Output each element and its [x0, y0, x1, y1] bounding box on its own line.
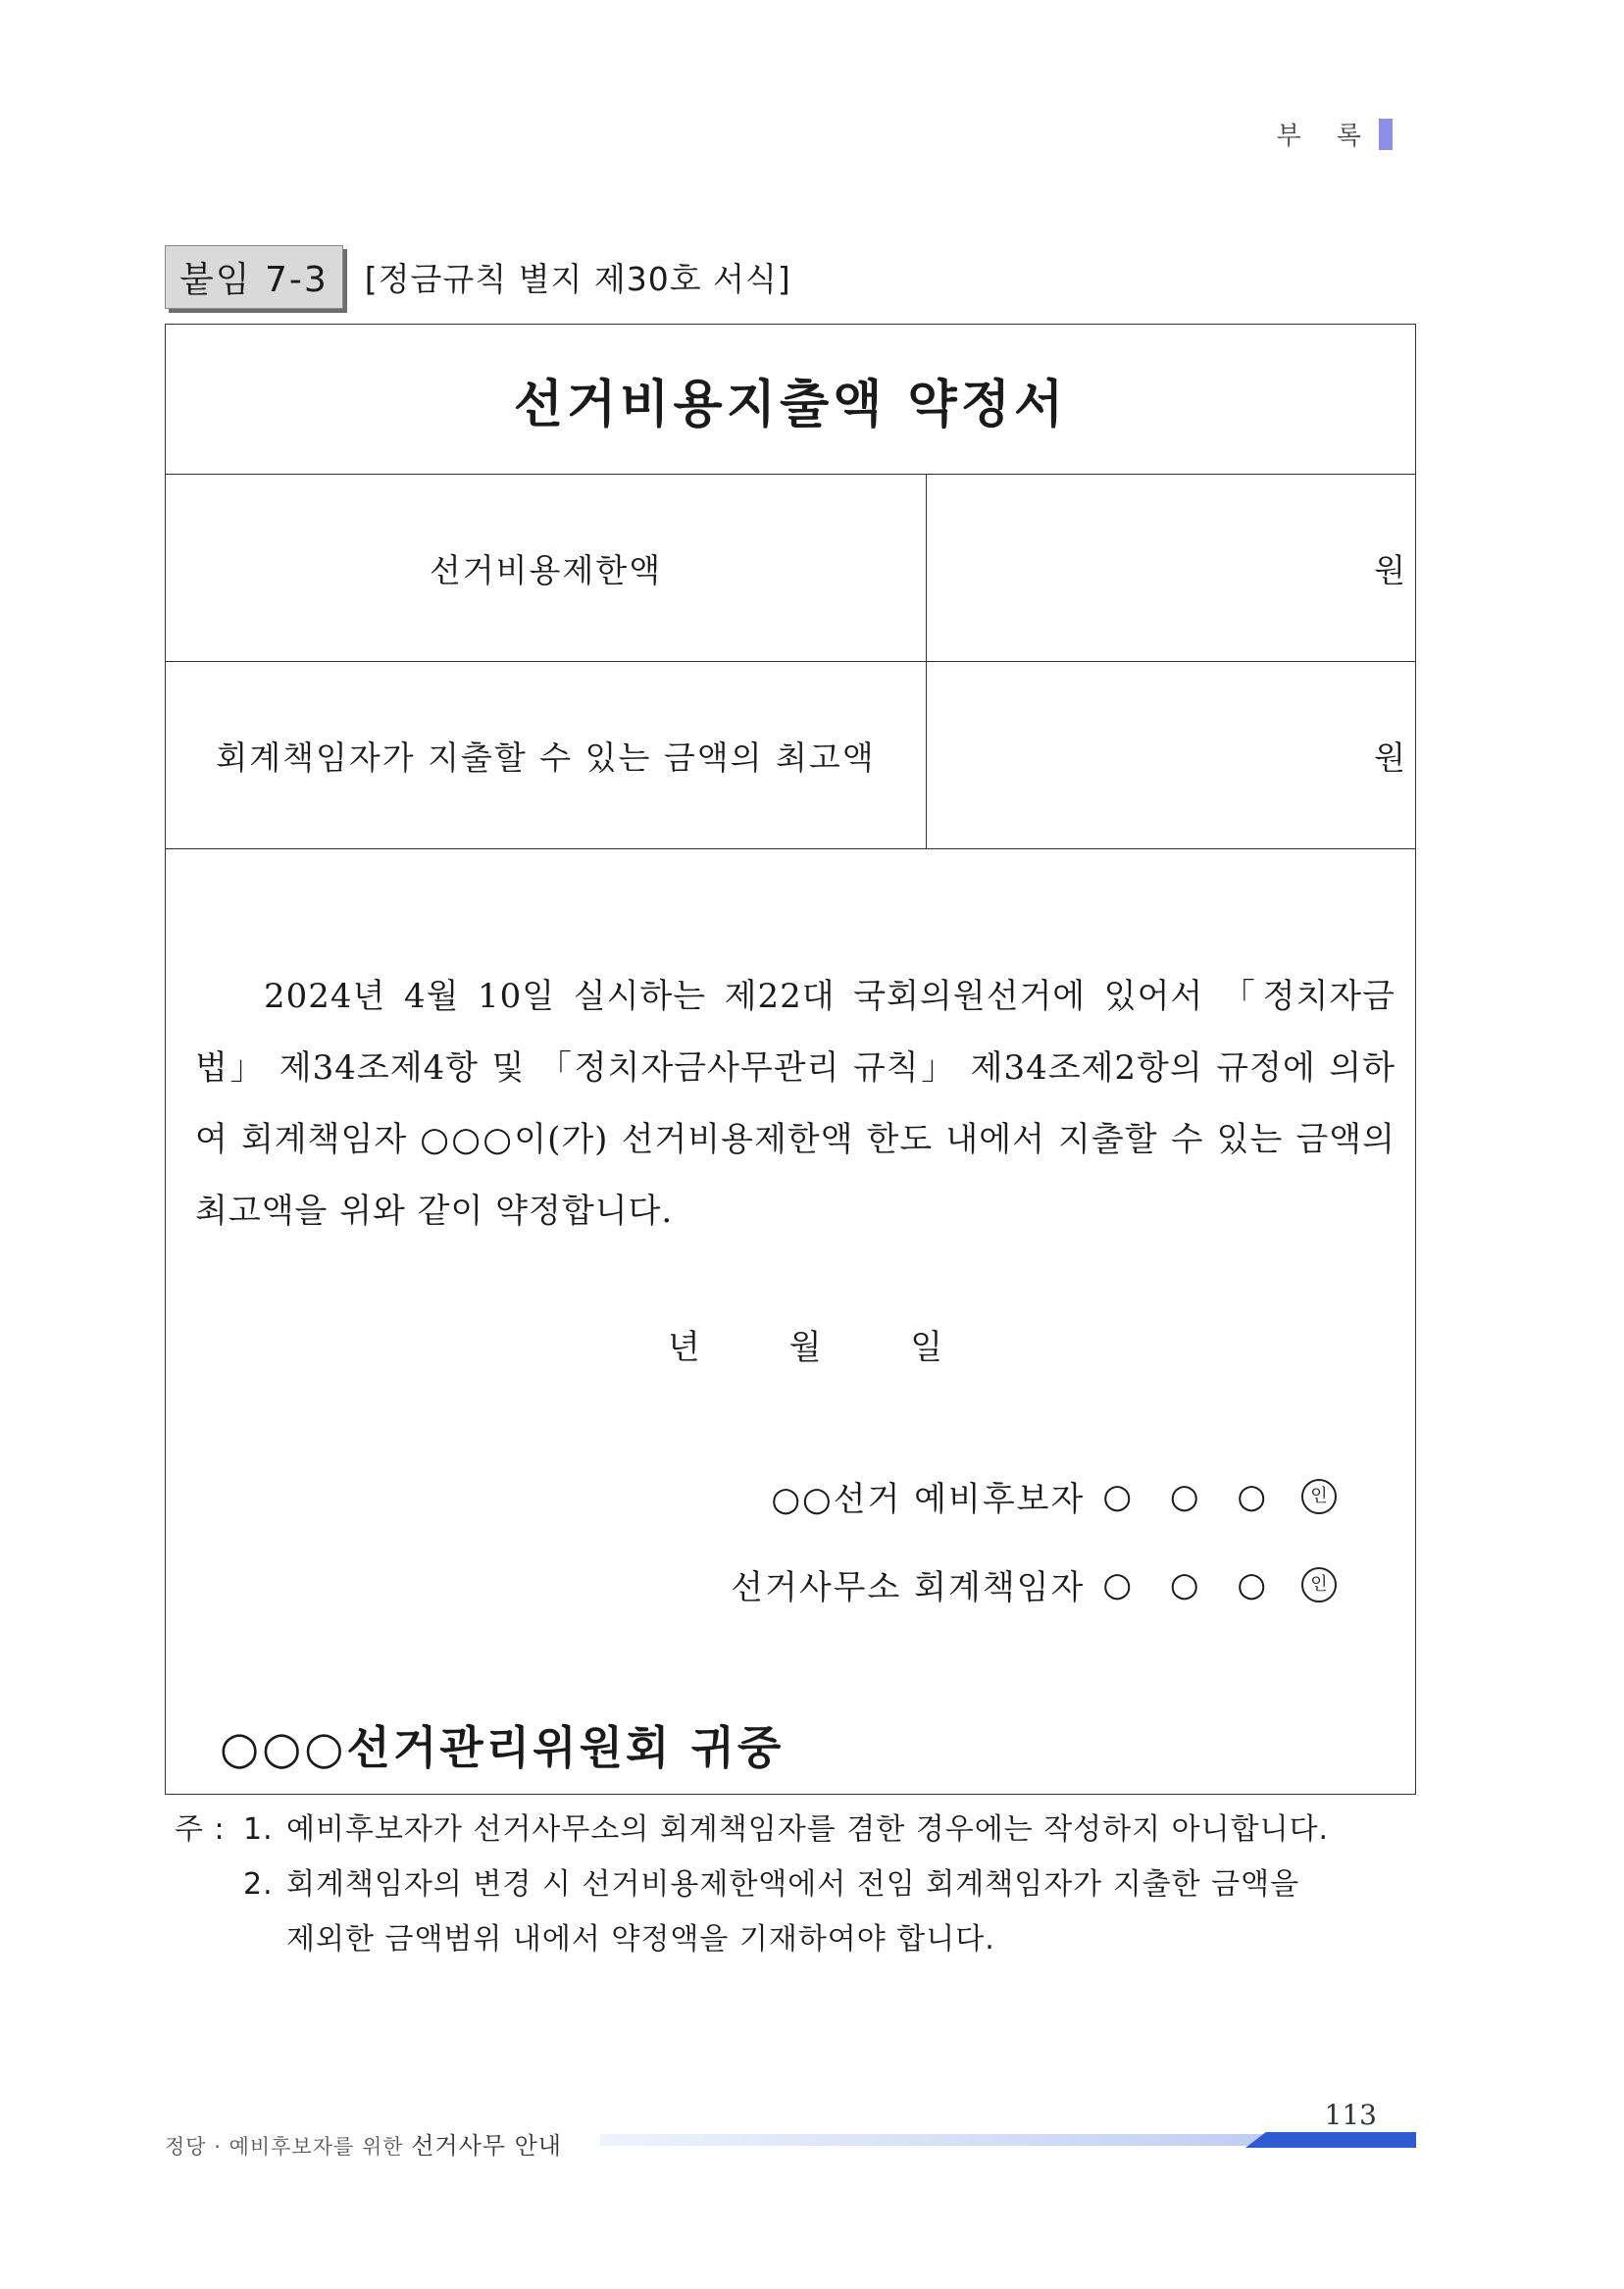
note-text: 회계책임자의 변경 시 선거비용제한액에서 전임 회계책임자가 지출한 금액을	[286, 1867, 1300, 1902]
seal-icon: 인	[1301, 1479, 1337, 1514]
seal-icon: 인	[1301, 1567, 1337, 1602]
limit-unit: 원	[1374, 550, 1405, 589]
signature-name: ○ ○ ○	[1102, 1476, 1280, 1516]
signature-role: 선거사무소 회계책임자	[731, 1568, 1086, 1607]
note-item	[175, 1803, 1416, 1857]
notes	[175, 1803, 1416, 1967]
note-number: 2.	[243, 1867, 274, 1902]
form-title: 선거비용지출액 약정서	[166, 325, 1415, 475]
page-number: 113	[1324, 2099, 1377, 2131]
attachment-badge: 붙임 7-3	[165, 245, 343, 309]
form-row-limit	[166, 475, 1415, 662]
date-line: 년 월 일	[667, 1328, 943, 1367]
section-marker	[1379, 119, 1393, 150]
pledge-statement: 2024년 4월 10일 실시하는 제22대 국회의원선거에 있어서 「정치자금법」 제34조제4항 및 「정치자금사무관리 규칙」 제34조제2항의 규정에 의하여 회계책임자 ○○○이(가) 선거비용제한액 한도 내에서 지출할 수 있는 금액의 최고액을 위와 같이 약정합니다.	[195, 977, 1396, 1231]
regulation-note: [정금규칙 별지 제30호 서식]	[364, 260, 791, 298]
section-title: 부 록	[1276, 122, 1375, 151]
limit-label: 선거비용제한액	[166, 475, 927, 661]
attachment-row	[165, 245, 791, 309]
note-item	[175, 1857, 1416, 1912]
addressee: ○○○선거관리위원회 귀중	[220, 1721, 785, 1774]
footer-bar-accent	[1245, 2132, 1416, 2148]
footer-guide	[165, 2126, 562, 2161]
notes-prefix: 주 :	[175, 1812, 226, 1847]
note-text: 예비후보자가 선거사무소의 회계책임자를 겸한 경우에는 작성하지 아니합니다.	[286, 1812, 1330, 1847]
signature-role: ○○선거 예비후보자	[771, 1480, 1086, 1519]
pledge-form	[165, 324, 1416, 1795]
max-unit: 원	[1374, 738, 1405, 777]
form-body	[166, 849, 1415, 1797]
max-amount-field[interactable]	[927, 662, 1415, 848]
note-number: 1.	[243, 1812, 274, 1847]
note-continuation: 제외한 금액범위 내에서 약정액을 기재하여야 합니다.	[286, 1922, 995, 1957]
limit-amount-field[interactable]	[927, 475, 1415, 661]
signature-accountant	[731, 1560, 1337, 1608]
signature-name: ○ ○ ○	[1102, 1564, 1280, 1604]
section-header	[1277, 116, 1394, 152]
footer-title: 선거사무 안내	[411, 2132, 562, 2160]
form-row-max	[166, 662, 1415, 849]
max-label: 회계책임자가 지출할 수 있는 금액의 최고액	[166, 662, 927, 848]
signature-candidate	[771, 1472, 1337, 1520]
footer-prefix: 정당 · 예비후보자를 위한	[165, 2135, 404, 2159]
